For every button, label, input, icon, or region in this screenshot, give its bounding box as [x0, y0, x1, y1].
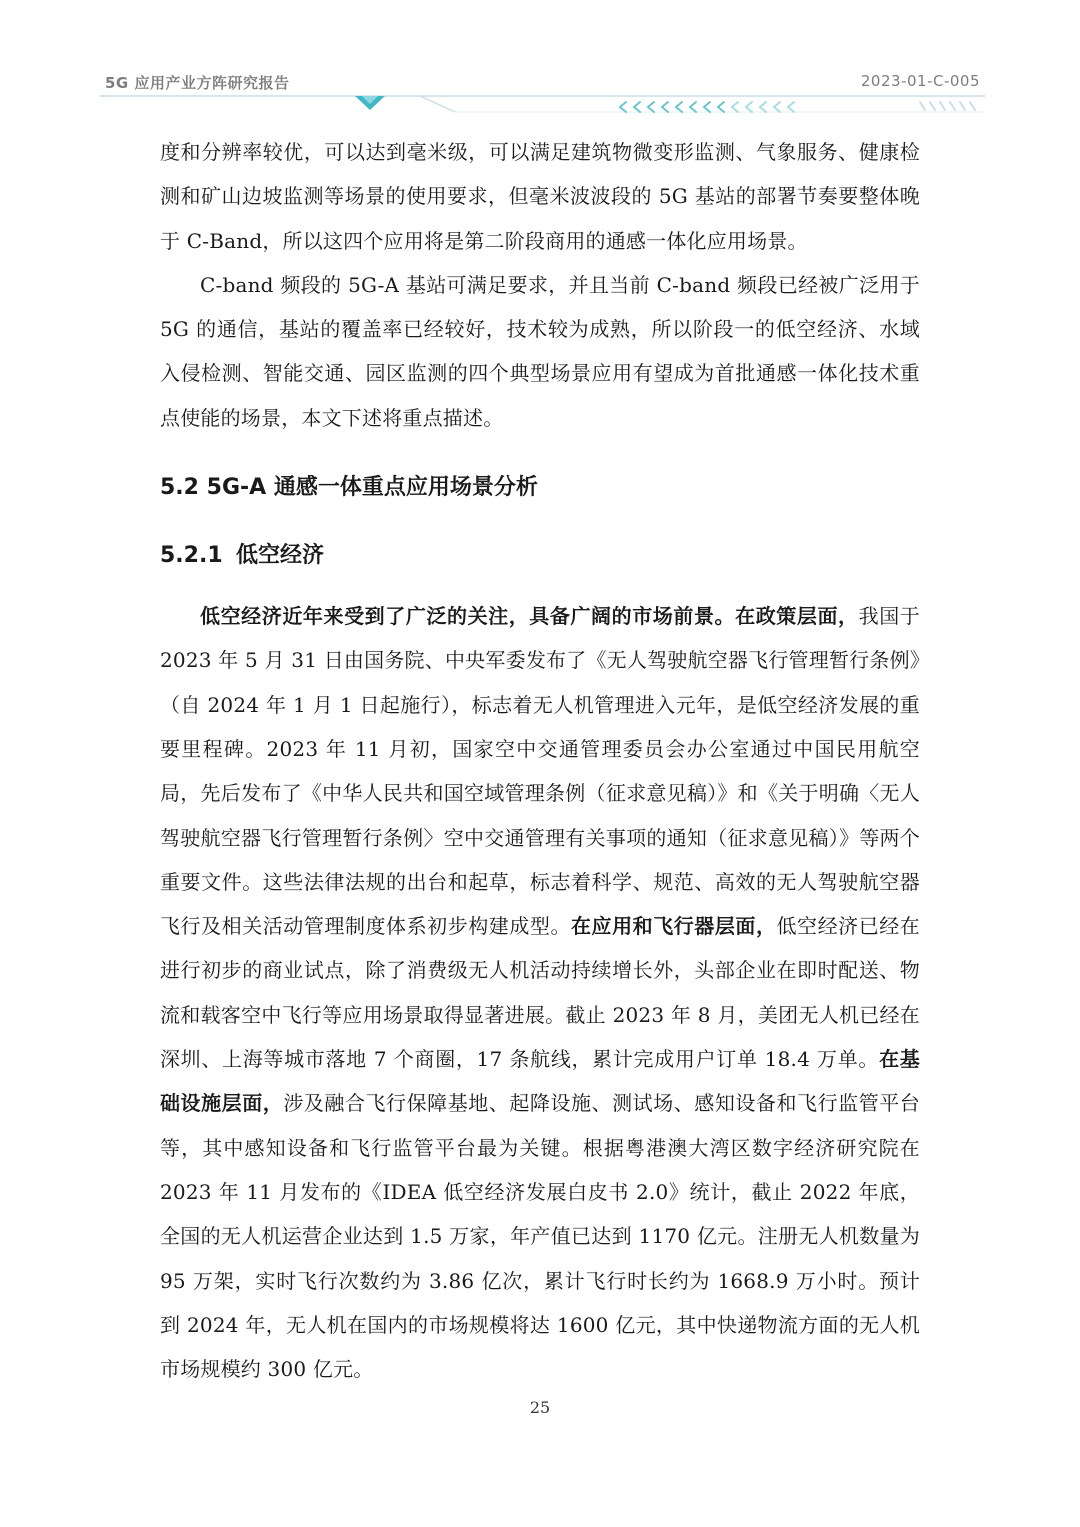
paragraph-2: C-band 频段的 5G-A 基站可满足要求，并且当前 C-band 频段已经被广泛用于 5G 的通信，基站的覆盖率已经较好，技术较为成熟，所以阶段一的低空经济、水域入侵检测、智能交通、园区监测的四个典型场景应用有望成为首批通感一体化技术重点使能的场景，本文下述将重点描述。 — [160, 272, 920, 430]
text-infrastructure: 涉及融合飞行保障基地、起降设施、测试场、感知设备和飞行监管平台等，其中感知设备和飞行监管平台最为关键。根据粤港澳大湾区数字经济研究院在 2023 年 11 月发布的《IDEA 低空经济发展白皮书 2.0》统计，截止 2022 年底，全国的无人机运营企业达到 1.5 万家，年产值已达到 1170 亿元。注册无人机数量为 95 万架，实时飞行次数约为 3.86 亿次，累计飞行时长约为 1668.9 万小时。预计到 2024 年，无人机在国内的市场规模将达 1600 亿元，其中快递物流方面的无人机市场规模约 300 亿元。 — [160, 1091, 921, 1382]
page-header — [0, 0, 1080, 125]
subsection-title: 低空经济 — [236, 543, 325, 569]
page-content — [160, 130, 920, 1391]
emphasis-policy: 低空经济近年来受到了广泛的关注，具备广阔的市场前景。在政策层面， — [200, 604, 859, 629]
document-code: 2023-01-C-005 — [860, 72, 980, 90]
paragraph-3 — [160, 594, 920, 1391]
section-heading: 5.2 5G-A 通感一体重点应用场景分析 — [160, 475, 538, 501]
report-title: 5G 应用产业方阵研究报告 — [105, 74, 290, 92]
emphasis-infrastructure: 在基础设施层面， — [160, 1047, 920, 1116]
text-policy: 我国于 2023 年 5 月 31 日由国务院、中央军委发布了《无人驾驶航空器飞行管理暂行条例》（自 2024 年 1 月 1 日起施行），标志着无人机管理进入元年，是低空经济发展的重要里程碑。2023 年 11 月初，国家空中交通管理委员会办公室通过中国民用航空局，先后发布了《中华人民共和国空域管理条例（征求意见稿）》和《关于明确〈无人驾驶航空器飞行管理暂行条例〉空中交通管理有关事项的通知（征求意见稿）》等两个重要文件。这些法律法规的出台和起草，标志着科学、规范、高效的无人驾驶航空器飞行及相关活动管理制度体系初步构建成型。 — [160, 604, 920, 939]
header-decoration — [0, 88, 1080, 118]
paragraph-1: 度和分辨率较优，可以达到毫米级，可以满足建筑物微变形监测、气象服务、健康检测和矿山边坡监测等场景的使用要求，但毫米波波段的 5G 基站的部署节奏要整体晚于 C-Band，所以这四个应用将是第二阶段商用的通感一体化应用场景。 — [160, 140, 920, 253]
emphasis-application: 在应用和飞行器层面， — [571, 914, 777, 939]
subsection-number: 5.2.1 — [160, 543, 223, 569]
subsection-heading — [160, 526, 920, 586]
page-number: 25 — [529, 1398, 551, 1417]
text-application: 低空经济已经在进行初步的商业试点，除了消费级无人机活动持续增长外，头部企业在即时配送、物流和载客空中飞行等应用场景取得显著进展。截止 2023 年 8 月，美团无人机已经在深圳、上海等城市落地 7 个商圈，17 条航线，累计完成用户订单 18.4 万单。 — [160, 914, 920, 1072]
